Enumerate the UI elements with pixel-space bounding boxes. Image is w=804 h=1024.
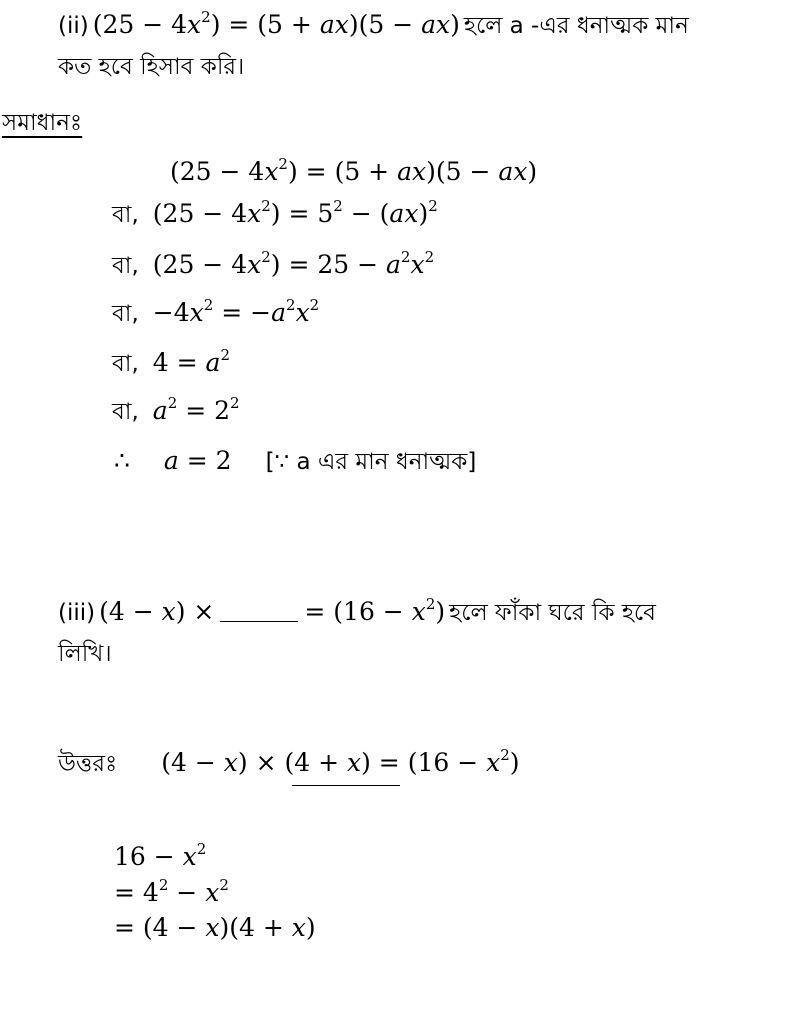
because-note: [∵ a এর মান ধনাত্মক]: [265, 449, 477, 475]
ba-label: বা,: [112, 301, 139, 327]
derivation-step-2: = $4^2 - x^2$: [114, 876, 229, 907]
question-ii-text-line2: কত হবে হিসাব করি।: [58, 54, 245, 80]
question-iii: [58, 597, 656, 625]
question-iii-label: (iii): [58, 600, 96, 626]
question-ii-equation: $(25 - 4x^2) = (5 + ax)(5 - ax)$: [92, 8, 460, 39]
answer-equation: $(4 - x) \times (4 + x) = (16 - x^2)$: [161, 746, 520, 777]
question-iii-lhs: (4 − x) ×: [99, 597, 215, 626]
solution-step-5: [112, 348, 230, 376]
ba-label: বা,: [112, 202, 139, 228]
solution-step-2: [112, 199, 438, 227]
question-iii-rhs: = $(16 - x^2)$: [304, 595, 446, 626]
question-ii-label: (ii): [58, 13, 89, 39]
question-iii-text-line2: লিখি।: [58, 641, 112, 667]
ba-label: বা,: [112, 399, 139, 425]
answer-row: [58, 748, 520, 776]
ba-label: বা,: [112, 351, 139, 377]
solution-step-1: $(25 - 4x^2) = (5 + ax)(5 - ax)$: [170, 155, 538, 186]
solution-conclusion: [114, 448, 476, 474]
blank-box: [220, 601, 298, 622]
question-ii: [58, 10, 689, 38]
answer-heading: উত্তরঃ: [58, 751, 118, 777]
solution-heading: সমাধানঃ: [2, 110, 83, 136]
step-3-equation: $(25 - 4x^2) = 25 - a^2x^2$: [152, 248, 435, 279]
ba-label: বা,: [112, 253, 139, 279]
solution-step-6: [112, 396, 240, 424]
derivation-step-3: = (4 − x)(4 + x): [114, 913, 316, 942]
question-ii-text: হলে a -এর ধনাত্মক মান: [463, 13, 689, 39]
solution-step-4: [112, 298, 319, 326]
step-2-equation: $(25 - 4x^2) = 5^2 - (ax)^2$: [152, 197, 438, 228]
derivation-step-1: $16 - x^2$: [114, 840, 207, 871]
question-iii-text: হলে ফাঁকা ঘরে কি হবে: [449, 600, 656, 626]
therefore-symbol: ∴: [114, 446, 130, 475]
solution-step-3: [112, 250, 434, 278]
step-5-equation: $4 = a^2$: [152, 346, 230, 377]
step-4-equation: $-4x^2 = -a^2x^2$: [152, 296, 320, 327]
answer-underline: [292, 785, 400, 786]
step-6-equation: $a^2 = 2^2$: [152, 394, 240, 425]
conclusion-equation: a = 2: [163, 446, 232, 475]
